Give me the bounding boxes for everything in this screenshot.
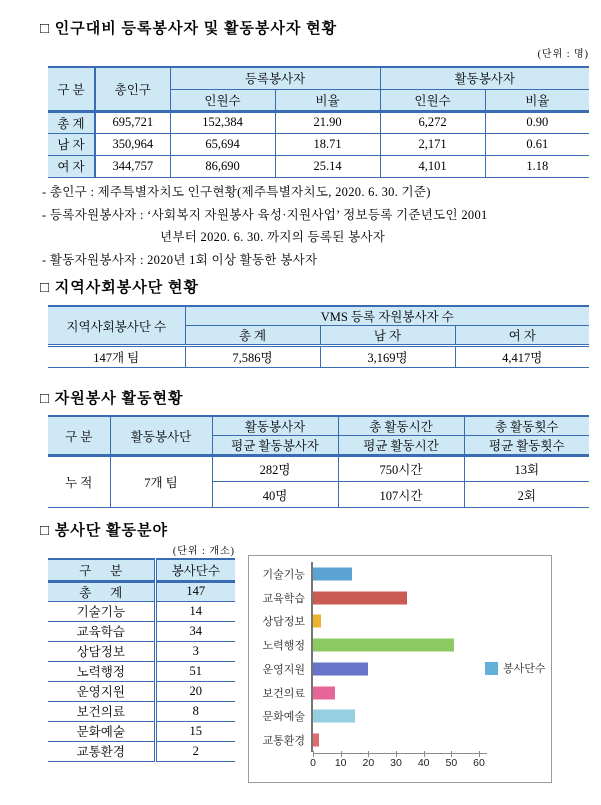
- cell: 13회: [464, 456, 589, 482]
- cell: 1.18: [485, 155, 589, 177]
- chart-bar-track: [311, 610, 487, 634]
- chart-bar-track: [311, 657, 487, 681]
- col-subheader-rate: 비율: [275, 89, 380, 111]
- chart-bar: [313, 662, 368, 675]
- cell: 2: [155, 741, 235, 761]
- table-row: [48, 621, 235, 641]
- table-row: [48, 721, 235, 741]
- chart-category-label: 교육학습: [262, 592, 305, 605]
- cell: 2,171: [380, 133, 485, 155]
- section1-title: □ 인구대비 등록봉사자 및 활동봉사자 현황: [40, 21, 338, 37]
- legend-color-swatch: [485, 662, 498, 675]
- section4-title: □ 봉사단 활동분야: [40, 523, 168, 539]
- col-header-population: 총인구: [95, 67, 170, 111]
- axis-tick-label: 0: [310, 757, 316, 769]
- col-header-gubun: 구 분: [48, 67, 95, 111]
- col-header-team: 활동봉사단: [110, 416, 212, 456]
- section1-unit-label: (단위 : 명): [537, 49, 589, 60]
- cell: 8: [155, 701, 235, 721]
- axis-tick-label: 50: [445, 757, 458, 769]
- col-subheader-female: 여 자: [455, 326, 589, 346]
- col-header-registered: 등록봉사자: [170, 67, 380, 89]
- footnotes: [42, 181, 590, 271]
- cell: 147개 팀: [48, 346, 185, 368]
- row-header: 교육학습: [48, 621, 155, 641]
- row-header: 남 자: [48, 133, 95, 155]
- col-subheader-rate: 비율: [485, 89, 589, 111]
- row-header: 기술기능: [48, 601, 155, 621]
- chart-bar-track: [311, 562, 487, 586]
- row-header: 총 계: [48, 111, 95, 133]
- chart-bar: [313, 686, 335, 699]
- axis-tick-label: 60: [473, 757, 485, 769]
- table-row: [48, 701, 235, 721]
- cell: 6,272: [380, 111, 485, 133]
- chart-bar: [313, 615, 321, 628]
- chart-row: [259, 657, 487, 681]
- chart-category-label: 보건의료: [262, 687, 305, 700]
- table-row: [48, 456, 589, 482]
- row-header: 누 적: [48, 456, 110, 508]
- cell: 107시간: [338, 482, 464, 508]
- chart-category-label: 노력행정: [262, 640, 305, 653]
- chart-row: [259, 610, 487, 634]
- chart-x-axis: [310, 753, 487, 770]
- row-header: 여 자: [48, 155, 95, 177]
- chart-bar-track: [311, 728, 487, 752]
- col-header-active-volunteers: 활동봉사자: [212, 416, 338, 436]
- cell: 20: [155, 681, 235, 701]
- community-corps-table: [48, 305, 589, 368]
- footnote-line: - 총인구 : 제주특별자치도 인구현황(제주특별자치도, 2020. 6. 30. 기준): [42, 185, 431, 199]
- section4-unit-label: (단위 : 개소): [172, 546, 235, 557]
- chart-category-label: 상담정보: [262, 616, 305, 629]
- table-row: [48, 661, 235, 681]
- axis-tick-label: 10: [334, 757, 347, 769]
- col-header-active: 활동봉사자: [380, 67, 589, 89]
- chart-category-label: 교통환경: [262, 735, 305, 748]
- cell: 15: [155, 721, 235, 741]
- col-subheader-avg-volunteers: 평균 활동봉사자: [212, 436, 338, 456]
- col-header-total-times: 총 활동횟수: [464, 416, 589, 436]
- chart-bar-track: [311, 681, 487, 705]
- table-row: [48, 155, 589, 177]
- footnote-line-continuation: 년부터 2020. 6. 30. 까지의 등록된 봉사자: [160, 230, 386, 244]
- cell: 7개 팀: [110, 456, 212, 508]
- legend-label: 봉사단수: [503, 663, 546, 675]
- row-header: 문화예술: [48, 721, 155, 741]
- cell: 3: [155, 641, 235, 661]
- cell: 0.61: [485, 133, 589, 155]
- chart-category-label: 문화예술: [262, 711, 305, 724]
- table-row: [48, 346, 589, 368]
- chart-row: [259, 728, 487, 752]
- axis-tick-label: 20: [362, 757, 375, 769]
- cell: 40명: [212, 482, 338, 508]
- chart-bar: [313, 567, 352, 580]
- col-header-gubun: 구 분: [48, 559, 155, 581]
- chart-bar: [313, 639, 454, 652]
- table-row: [48, 133, 589, 155]
- table-row: [48, 741, 235, 761]
- cell: 147: [155, 581, 235, 601]
- chart-row: [259, 681, 487, 705]
- cell: 3,169명: [320, 346, 455, 368]
- cell: 4,417명: [455, 346, 589, 368]
- chart-bar-track: [311, 633, 487, 657]
- cell: 25.14: [275, 155, 380, 177]
- footnote-line: - 등록자원봉사자 : ‘사회복지 자원봉사 육성·지원사업’ 정보등록 기준년도인 2001: [42, 207, 488, 222]
- activity-field-table: [48, 558, 235, 762]
- cell: 695,721: [95, 111, 170, 133]
- cell: 282명: [212, 456, 338, 482]
- footnote-line: - 활동자원봉사자 : 2020년 1회 이상 활동한 봉사자: [42, 252, 318, 267]
- population-volunteer-table: [48, 66, 589, 178]
- row-header: 교통환경: [48, 741, 155, 761]
- col-header-total-hours: 총 활동시간: [338, 416, 464, 436]
- chart-bar: [313, 710, 355, 723]
- cell: 2회: [464, 482, 589, 508]
- cell: 4,101: [380, 155, 485, 177]
- col-subheader-total: 총 계: [185, 326, 320, 346]
- col-subheader-avg-times: 평균 활동횟수: [464, 436, 589, 456]
- cell: 18.71: [275, 133, 380, 155]
- cell: 152,384: [170, 111, 275, 133]
- cell: 750시간: [338, 456, 464, 482]
- chart-bar: [313, 734, 319, 747]
- col-subheader-male: 남 자: [320, 326, 455, 346]
- chart-row: [259, 705, 487, 729]
- cell: 350,964: [95, 133, 170, 155]
- row-header: 노력행정: [48, 661, 155, 681]
- chart-row: [259, 586, 487, 610]
- chart-plot-area: [259, 562, 487, 752]
- table-row: [48, 641, 235, 661]
- row-header: 상담정보: [48, 641, 155, 661]
- table-row: [48, 581, 235, 601]
- table-row: [48, 601, 235, 621]
- row-header: 총 계: [48, 581, 155, 601]
- cell: 344,757: [95, 155, 170, 177]
- cell: 14: [155, 601, 235, 621]
- cell: 65,694: [170, 133, 275, 155]
- cell: 7,586명: [185, 346, 320, 368]
- section2-title: □ 지역사회봉사단 현황: [40, 280, 199, 296]
- row-header: 보건의료: [48, 701, 155, 721]
- chart-bar: [313, 591, 407, 604]
- col-header-corps-count: 봉사단수: [155, 559, 235, 581]
- activity-status-table: [48, 415, 589, 508]
- cell: 51: [155, 661, 235, 681]
- chart-row: [259, 562, 487, 586]
- cell: 34: [155, 621, 235, 641]
- section3-title: □ 자원봉사 활동현황: [40, 391, 184, 407]
- chart-category-label: 운영지원: [262, 663, 305, 676]
- col-subheader-avg-hours: 평균 활동시간: [338, 436, 464, 456]
- col-subheader-count: 인원수: [170, 89, 275, 111]
- axis-tick-label: 40: [417, 757, 430, 769]
- chart-legend: [485, 660, 546, 676]
- bar-chart: [248, 555, 552, 783]
- table-row: [48, 681, 235, 701]
- col-header-corps-count: 지역사회봉사단 수: [48, 306, 185, 346]
- chart-bar-track: [311, 705, 487, 729]
- axis-tick-label: 30: [390, 757, 402, 769]
- cell: 21.90: [275, 111, 380, 133]
- col-subheader-count: 인원수: [380, 89, 485, 111]
- table-row: [48, 111, 589, 133]
- cell: 86,690: [170, 155, 275, 177]
- chart-category-label: 기술기능: [262, 568, 305, 581]
- row-header: 운영지원: [48, 681, 155, 701]
- cell: 0.90: [485, 111, 589, 133]
- chart-bar-track: [311, 586, 487, 610]
- col-header-gubun: 구 분: [48, 416, 110, 456]
- col-header-vms: VMS 등록 자원봉사자 수: [185, 306, 589, 326]
- chart-row: [259, 633, 487, 657]
